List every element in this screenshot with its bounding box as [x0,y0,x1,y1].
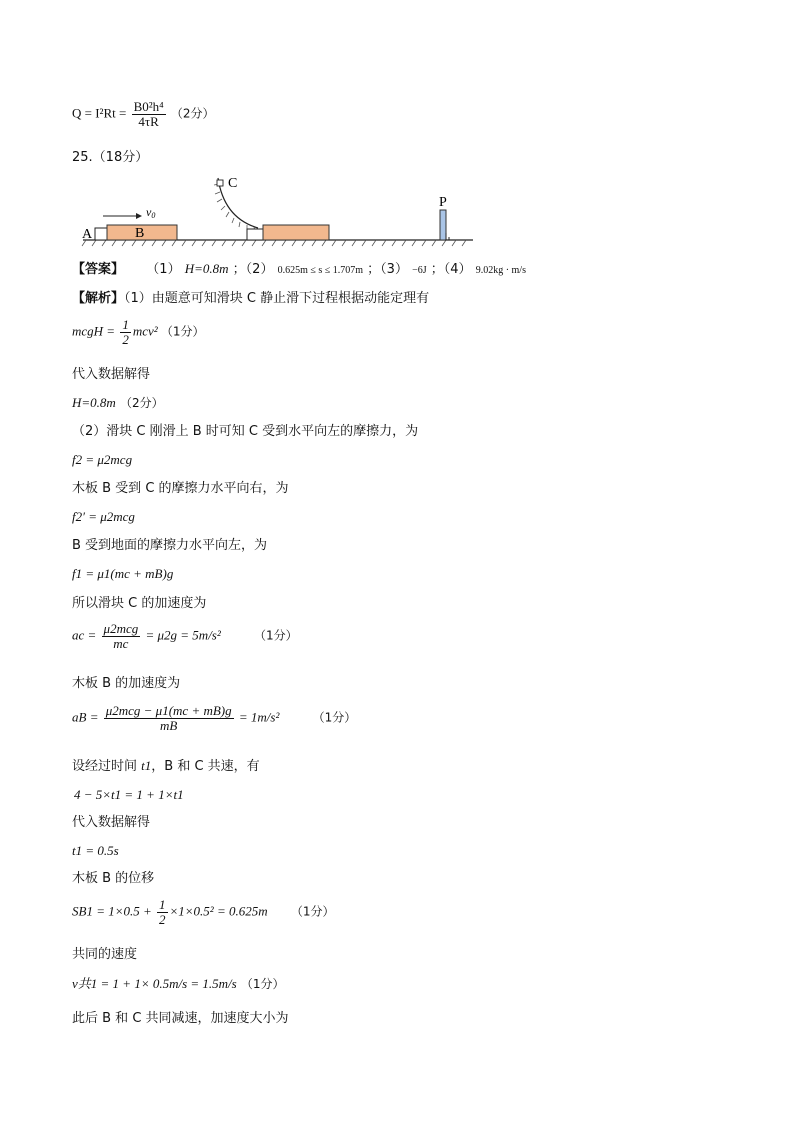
slider-c-icon [217,180,223,186]
text-part: 设经过时间 [72,759,142,774]
text-accel-c: 所以滑块 C 的加速度为 [72,596,207,611]
track-base [247,229,263,240]
text-substitute-2: 代入数据解得 [72,815,151,830]
eq-right: = 1m/s² [235,709,280,725]
text-friction-ground: B 受到地面的摩擦力水平向左，为 [72,538,268,553]
equation-f1: f1 = μ1(mc + mB)g [72,566,174,581]
frac-numerator: μ2mcg − μ1(mc + mB)g [105,703,232,718]
equation-f2: f2 = μ2mcg [72,452,133,467]
result-value: H=0.8m [72,395,116,410]
analysis-header: 【解析】 [72,291,125,306]
label-c: C [228,176,238,191]
frac-denominator: 2 [159,912,166,927]
points-note: （2分） [119,396,164,410]
equation-sb1 [72,898,335,927]
eq-right: ×1×0.5² = 0.625m [169,903,268,919]
fraction-half [120,318,131,347]
points-note: （1分） [290,904,335,919]
eq-left: aB = [72,709,102,725]
frac-denominator: 4τR [138,114,159,129]
frac-denominator: 2 [122,332,129,347]
fraction-q [132,100,166,129]
equation-q [72,100,215,129]
equation-time: 4 − 5×t1 = 1 + 1×t1 [74,787,184,802]
answer-part-1-value: H=0.8m [184,261,229,276]
curved-track [218,178,258,228]
answer-part-4-value: 9.02kg · m/s [475,265,526,276]
label-b: B [135,226,145,241]
answer-line [72,260,526,280]
fraction-ab [104,704,234,733]
text-common-velocity: 共同的速度 [72,947,138,962]
label-a: A [82,227,93,242]
board-right [263,225,329,240]
eq-value: v共1 = 1 + 1× 0.5m/s = 1.5m/s [72,976,237,991]
answer-part-2-value: 0.625m ≤ s ≤ 1.707m [277,265,364,276]
question-number: 25.（18分） [72,150,149,165]
frac-numerator: μ2mcg [103,621,139,636]
points-note: （2分） [170,106,215,121]
equation-v-common [72,975,285,994]
analysis-text: （1）由题意可知滑块 C 静止滑下过程根据动能定理有 [124,291,430,306]
eq-q-left: Q = I²Rt = [72,105,130,121]
label-p: P [439,195,447,210]
fraction-ac [102,622,141,651]
equation-ab [72,704,356,733]
frac-numerator: 1 [122,317,129,332]
equation-f2-prime: f2′ = μ2mcg [72,509,135,524]
analysis-line-1 [72,290,429,308]
velocity-arrowhead [136,213,142,219]
eq-left: mcgH = [72,323,119,339]
answer-header: 【答案】 [72,262,125,277]
physics-figure [78,170,478,252]
eq-right: mcv² [132,323,158,339]
equation-ac [72,622,298,651]
answer-part-1-label: （1） [146,262,181,277]
text-displacement-b: 木板 B 的位移 [72,871,155,886]
text-accel-b: 木板 B 的加速度为 [72,676,181,691]
text-decelerate: 此后 B 和 C 共同减速，加速度大小为 [72,1011,289,1026]
eq-right: = μ2g = 5m/s² [142,627,221,643]
fraction-half [157,898,168,927]
label-v0: v0 [146,205,156,220]
answer-part-3-value: −6J [412,265,427,276]
points-note: （1分） [312,710,357,725]
points-note: （1分） [160,324,205,339]
answer-part-2-label: ；（2） [232,262,274,277]
text-part: ，B 和 C 共速，有 [151,759,260,774]
answer-part-4-label: ；（4） [430,262,472,277]
frac-denominator: mB [160,718,178,733]
points-note: （1分） [254,628,298,643]
wall-p [440,210,446,240]
time-variable: t1 [141,758,152,773]
eq-left: SB1 = 1×0.5 + [72,903,156,919]
points-note: （1分） [240,977,285,991]
result-t1: t1 = 0.5s [72,843,119,858]
text-common-time [72,757,260,776]
text-substitute-1: 代入数据解得 [72,367,151,382]
equation-energy [72,318,205,347]
eq-left: ac = [72,627,100,643]
text-friction-b: 木板 B 受到 C 的摩擦力水平向右，为 [72,481,289,496]
result-h [72,394,164,413]
frac-numerator: 1 [159,897,166,912]
text-friction-c: （2）滑块 C 刚滑上 B 时可知 C 受到水平向左的摩擦力，为 [72,424,419,439]
frac-denominator: mc [113,636,129,651]
frac-numerator: B0²h⁴ [133,99,164,114]
answer-part-3-label: ；（3） [367,262,408,277]
block-a [95,228,107,240]
